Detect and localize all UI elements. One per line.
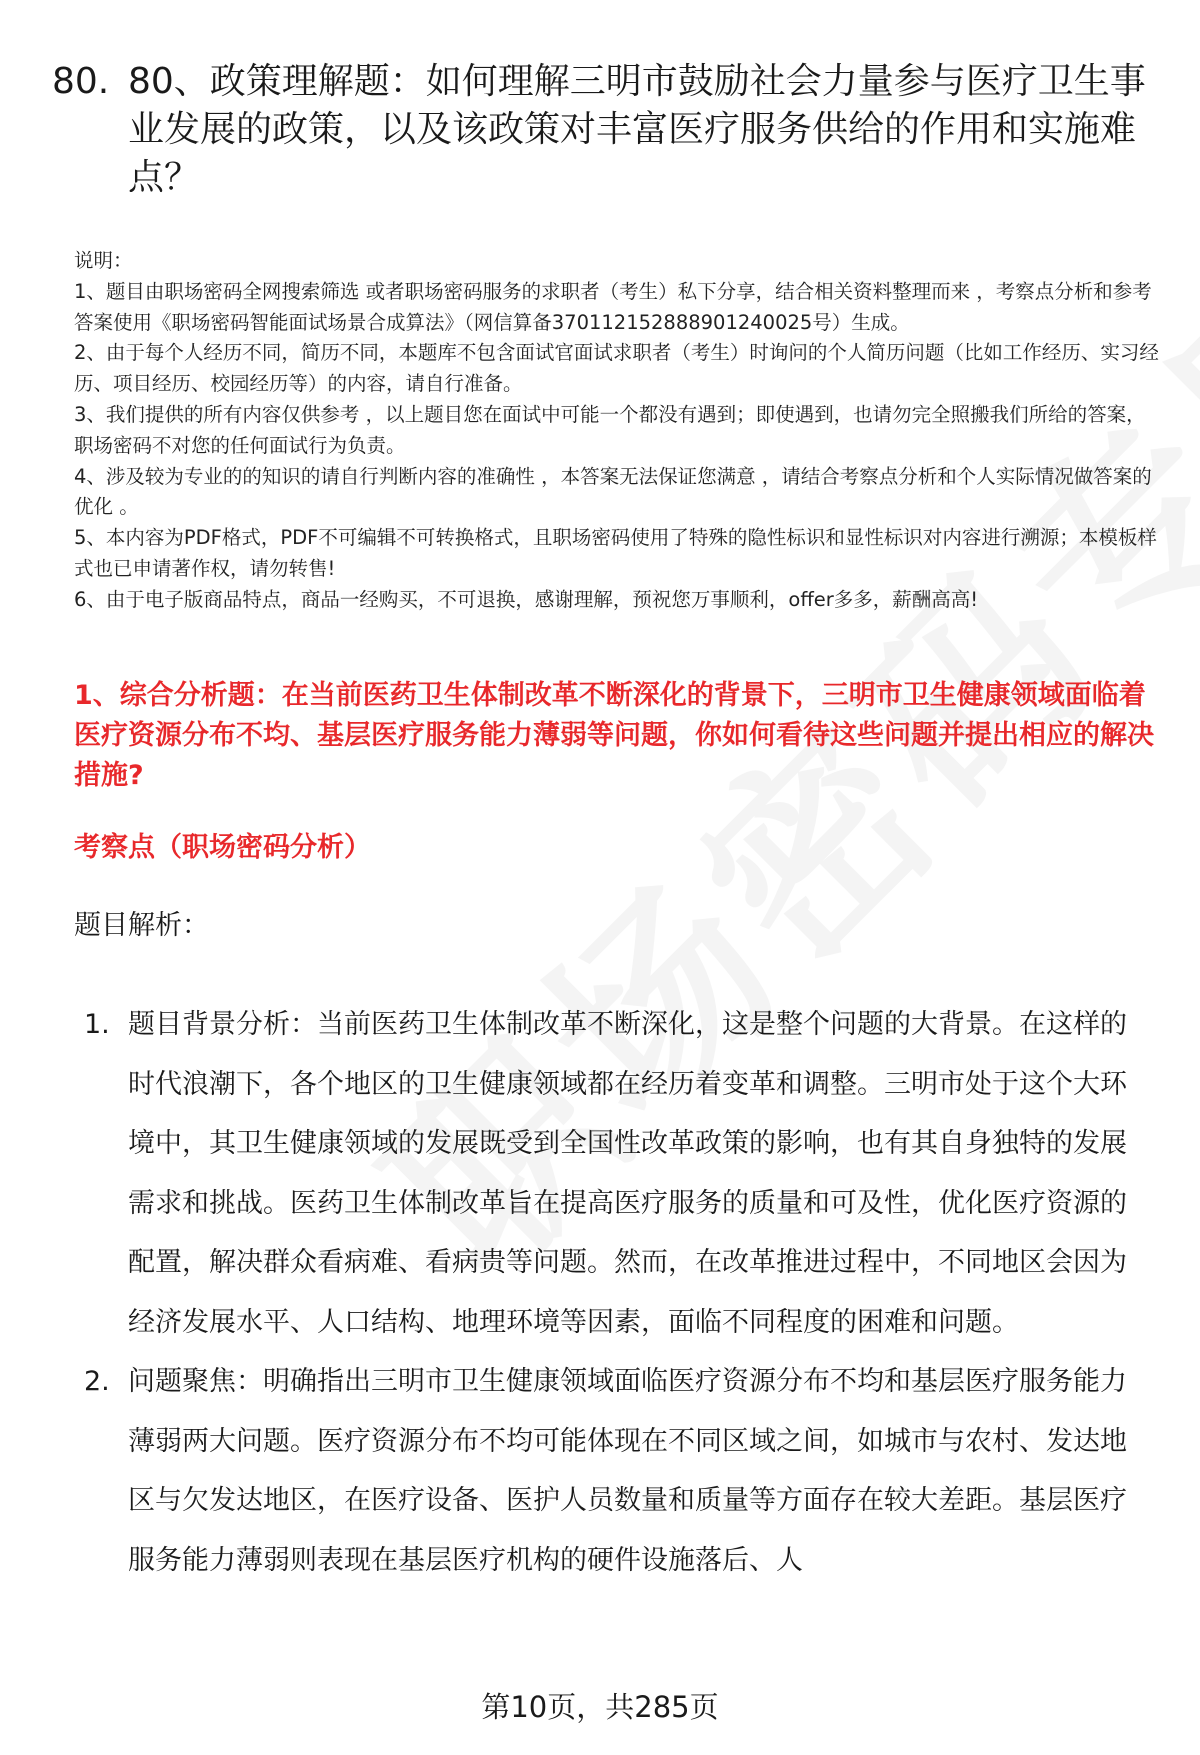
analysis-label: 题目解析： [74,910,209,941]
note-line: 4、涉及较为专业的的知识的请自行判断内容的准确性 ，本答案无法保证您满意 ，请结合考察点分析和个人实际情况做答案的优化 。 [74,464,1152,519]
disclaimer-notes [74,246,1164,616]
note-line: 1、题目由职场密码全网搜索筛选 或者职场密码服务的求职者（考生）私下分享，结合相关资料整理而来 ，考察点分析和参考答案使用《职场密码智能面试场景合成算法》（网信算备370112152888901240025号）生成。 [74,279,1152,334]
page-footer: 第10页，共285页 [481,1690,719,1724]
title-text: 80、政策理解题：如何理解三明市鼓励社会力量参与医疗卫生事业发展的政策，以及该政策对丰富医疗服务供给的作用和实施难点？ [128,61,1146,198]
exam-points-heading: 考察点（职场密码分析） [74,832,371,863]
note-line: 3、我们提供的所有内容仅供参考 ，以上题目您在面试中可能一个都没有遇到；即使遇到，也请勿完全照搬我们所给的答案，职场密码不对您的任何面试行为负责。 [74,402,1146,457]
note-line: 6、由于电子版商品特点，商品一经购买，不可退换，感谢理解，预祝您万事顺利，offer多多，薪酬高高! [74,587,979,611]
list-item-number: 1. [84,1009,110,1040]
list-item-number: 2. [84,1366,110,1397]
title-number: 80. [52,61,110,102]
list-item-text: 题目背景分析：当前医药卫生体制改革不断深化，这是整个问题的大背景。在这样的时代浪潮下，各个地区的卫生健康领域都在经历着变革和调整。三明市处于这个大环境中，其卫生健康领域的发展既受到全国性改革政策的影响，也有其自身独特的发展需求和挑战。医药卫生体制改革旨在提高医疗服务的质量和可及性，优化医疗资源的配置，解决群众看病难、看病贵等问题。然而，在改革推进过程中，不同地区会因为经济发展水平、人口结构、地理环境等因素，面临不同程度的困难和问题。 [128,1009,1127,1338]
analysis-list [84,995,1144,1590]
note-line: 5、本内容为PDF格式，PDF不可编辑不可转换格式，且职场密码使用了特殊的隐性标识和显性标识对内容进行溯源；本模板样式也已申请著作权，请勿转售! [74,526,1157,580]
list-item-text: 问题聚焦：明确指出三明市卫生健康领域面临医疗资源分布不均和基层医疗服务能力薄弱两大问题。医疗资源分布不均可能体现在不同区域之间，如城市与农村、发达地区与欠发达地区，在医疗设备、医护人员数量和质量等方面存在较大差距。基层医疗服务能力薄弱则表现在基层医疗机构的硬件设施落后、人 [128,1366,1127,1576]
note-line: 说明： [74,249,133,272]
question-heading: 1、综合分析题：在当前医药卫生体制改革不断深化的背景下，三明市卫生健康领域面临着医疗资源分布不均、基层医疗服务能力薄弱等问题，你如何看待这些问题并提出相应的解决措施? [74,680,1154,791]
list-item [84,995,1144,1352]
page-title [52,58,1152,202]
note-line: 2、由于每个人经历不同，简历不同，本题库不包含面试官面试求职者（考生）时询问的个人简历问题（比如工作经历、实习经历、项目经历、校园经历等）的内容，请自行准备。 [74,341,1159,396]
list-item [84,1352,1144,1590]
